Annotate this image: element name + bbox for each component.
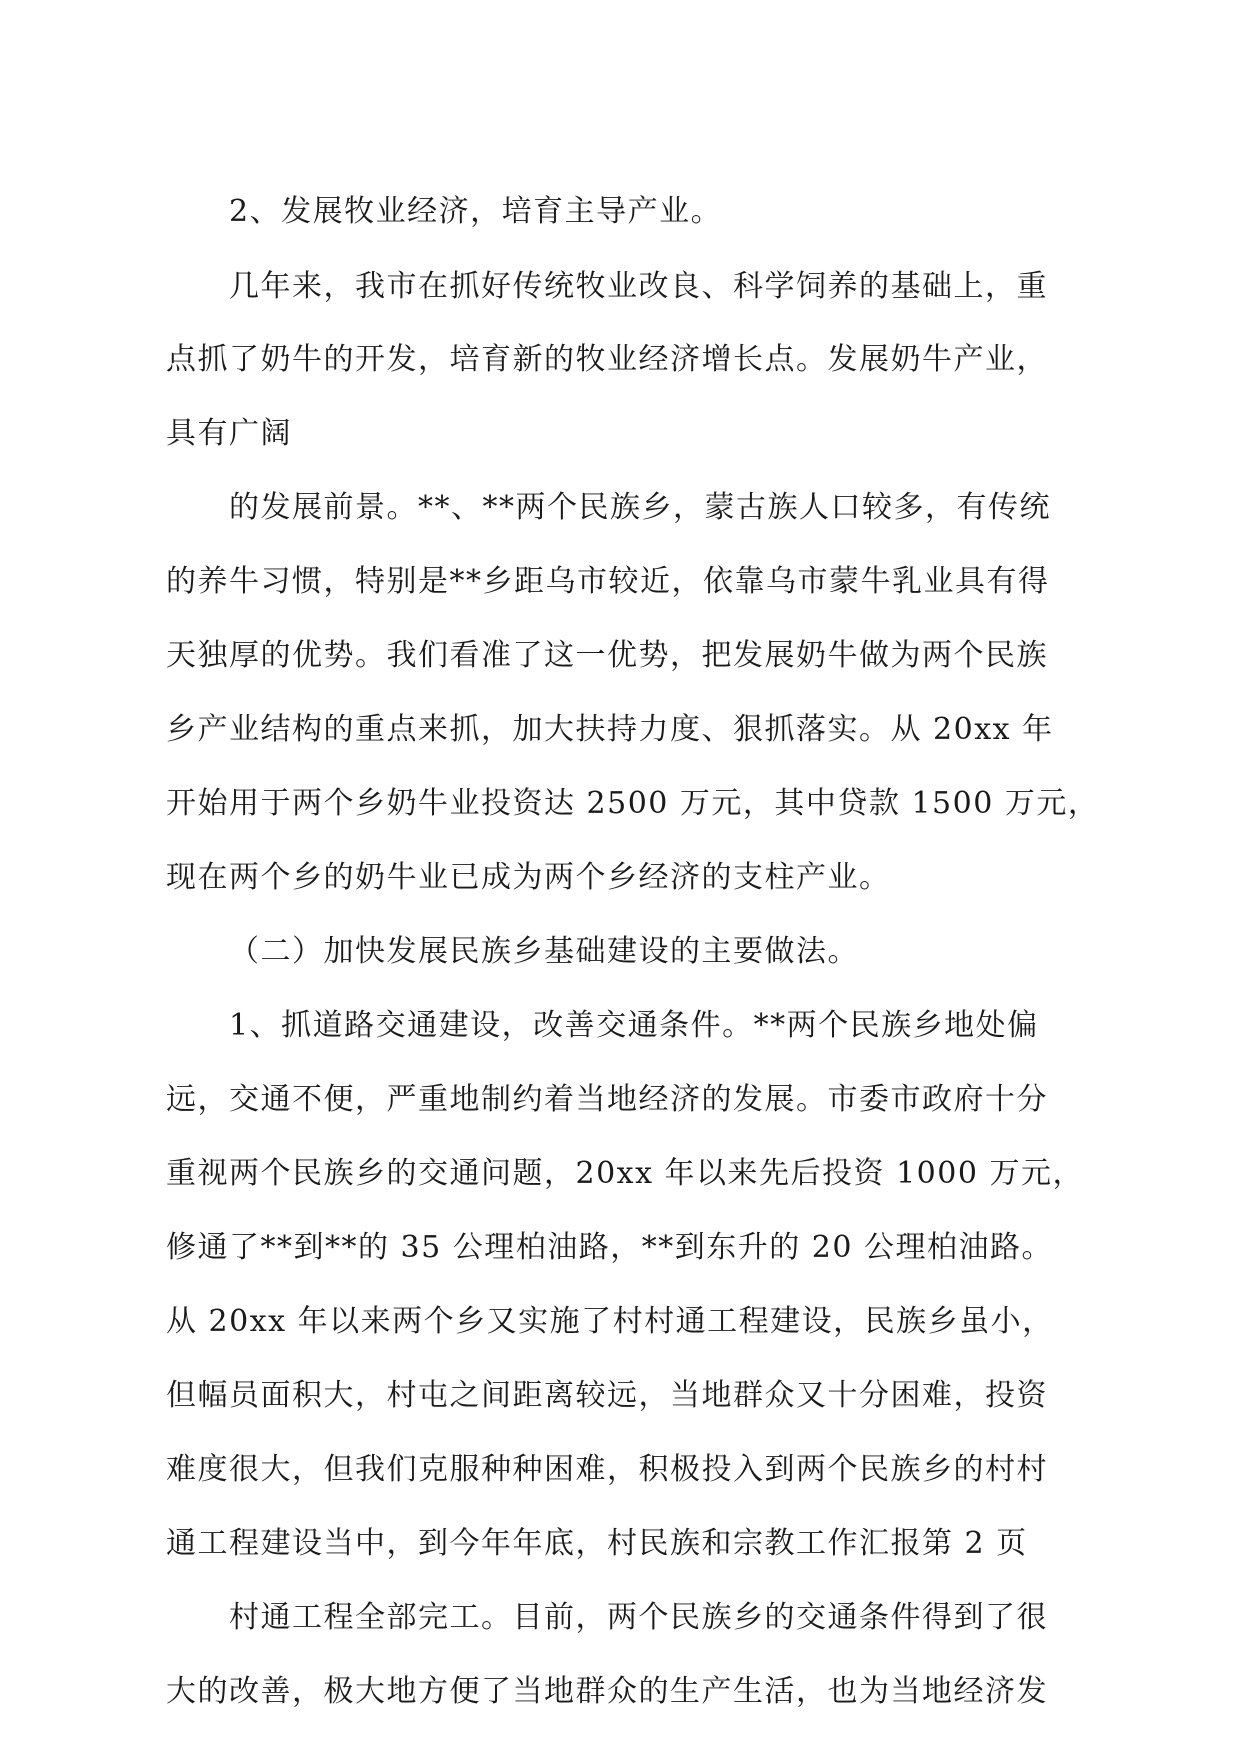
paragraph-line: 几年来，我市在抓好传统牧业改良、科学饲养的基础上，重 [229, 269, 1048, 304]
paragraph-line: 远，交通不便，严重地制约着当地经济的发展。市委市政府十分 [166, 1082, 1048, 1117]
paragraph-line: 的发展前景。**、**两个民族乡，蒙古族人口较多，有传统 [229, 490, 1051, 525]
paragraph-line: 重视两个民族乡的交通问题，20xx 年以来先后投资 1000 万元， [166, 1156, 1084, 1191]
section-heading-line: （二）加快发展民族乡基础建设的主要做法。 [229, 934, 859, 969]
paragraph-line: 村通工程全部完工。目前，两个民族乡的交通条件得到了很 [229, 1600, 1048, 1635]
paragraph-line: 难度很大，但我们克服种种困难，积极投入到两个民族乡的村村 [166, 1452, 1048, 1487]
paragraph-line: 大的改善，极大地方便了当地群众的生产生活，也为当地经济发 [166, 1674, 1048, 1709]
paragraph-line: 具有广阔 [166, 416, 292, 451]
paragraph-line: 通工程建设当中，到今年年底，村民族和宗教工作汇报第 2 页 [166, 1526, 1028, 1561]
heading-line: 2、发展牧业经济，培育主导产业。 [229, 194, 723, 229]
paragraph-line: 开始用于两个乡奶牛业投资达 2500 万元，其中贷款 1500 万元， [166, 786, 1100, 821]
paragraph-line: 现在两个乡的奶牛业已成为两个乡经济的支柱产业。 [166, 860, 891, 895]
paragraph-line: 乡产业结构的重点来抓，加大扶持力度、狠抓落实。从 20xx 年 [166, 712, 1054, 747]
paragraph-line: 点抓了奶牛的开发，培育新的牧业经济增长点。发展奶牛产业， [166, 342, 1048, 377]
paragraph-line: 但幅员面积大，村屯之间距离较远，当地群众又十分困难，投资 [166, 1378, 1048, 1413]
paragraph-line: 修通了**到**的 35 公理柏油路，**到东升的 20 公理柏油路。 [166, 1230, 1053, 1265]
paragraph-line: 的养牛习惯，特别是**乡距乌市较近，依靠乌市蒙牛乳业具有得 [166, 564, 1050, 599]
paragraph-line: 1、抓道路交通建设，改善交通条件。**两个民族乡地处偏 [229, 1008, 1039, 1043]
paragraph-line: 从 20xx 年以来两个乡又实施了村村通工程建设，民族乡虽小， [166, 1304, 1054, 1339]
paragraph-line: 天独厚的优势。我们看准了这一优势，把发展奶牛做为两个民族 [166, 638, 1048, 673]
